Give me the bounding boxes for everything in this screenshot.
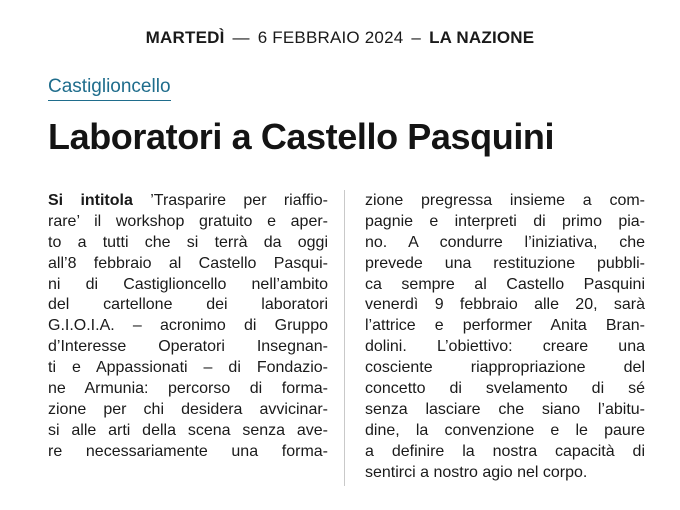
article-line: prevede una restituzione pubbli- xyxy=(365,254,645,272)
headline: Laboratori a Castello Pasquini xyxy=(48,116,555,157)
article-line: dine, la convenzione e le paure xyxy=(365,421,645,439)
article-column-2 xyxy=(365,191,645,483)
article-line: cosciente riappropriazione del xyxy=(365,359,645,377)
section-label: Castiglioncello xyxy=(48,76,171,101)
article-line: re necessariamente una forma- xyxy=(48,442,328,460)
article-line xyxy=(48,191,328,212)
masthead-paper: LA NAZIONE xyxy=(429,28,535,47)
article-line: venerdì 9 febbraio alle 20, sarà xyxy=(365,296,645,314)
article-line: ne Armunia: percorso di forma- xyxy=(48,380,328,398)
article-line: all’8 febbraio al Castello Pasqui- xyxy=(48,254,328,272)
article-line: G.I.O.I.A. – acronimo di Gruppo xyxy=(48,317,328,335)
article-line: dolini. L’obiettivo: creare una xyxy=(365,338,645,356)
article-line: zione per chi desidera avvicinar- xyxy=(48,400,328,418)
article-line: si alle arti della scena senza ave- xyxy=(48,421,328,439)
masthead-day: MARTEDÌ xyxy=(145,28,225,47)
article-line: ca sempre al Castello Pasquini xyxy=(365,275,645,293)
column-divider xyxy=(344,190,345,486)
masthead-dash: — xyxy=(232,28,250,47)
article-line: d’Interesse Operatori Insegnan- xyxy=(48,338,328,356)
article-line: rare’ il workshop gratuito e aper- xyxy=(48,212,328,230)
article-line: pagnie e interpreti di primo pia- xyxy=(365,212,645,230)
article-line: to a tutti che si terrà da oggi xyxy=(48,233,328,251)
masthead-dash-2: – xyxy=(411,28,422,47)
article-line: ni di Castiglioncello nell’ambito xyxy=(48,275,328,293)
masthead xyxy=(0,28,680,48)
article-line: del cartellone dei laboratori xyxy=(48,296,328,314)
article-line: sentirci a nostro agio nel corpo. xyxy=(365,463,588,481)
article-line: zione pregressa insieme a com- xyxy=(365,192,645,209)
article-line: concetto di svelamento di sé xyxy=(365,380,645,398)
article-column-1 xyxy=(48,191,328,463)
article-line: a definire la nostra capacità di xyxy=(365,442,645,460)
article-line: senza lasciare che siano l’abitu- xyxy=(365,400,645,418)
article-line-text: ’Trasparire per riaffio- xyxy=(150,192,328,209)
masthead-date: 6 FEBBRAIO 2024 xyxy=(257,28,404,47)
article-lead: Si intitola xyxy=(48,192,133,209)
article-line: ti e Appassionati – di Fondazio- xyxy=(48,359,328,377)
article-line: no. A condurre l’iniziativa, che xyxy=(365,233,645,251)
article-line: l’attrice e performer Anita Bran- xyxy=(365,317,645,335)
